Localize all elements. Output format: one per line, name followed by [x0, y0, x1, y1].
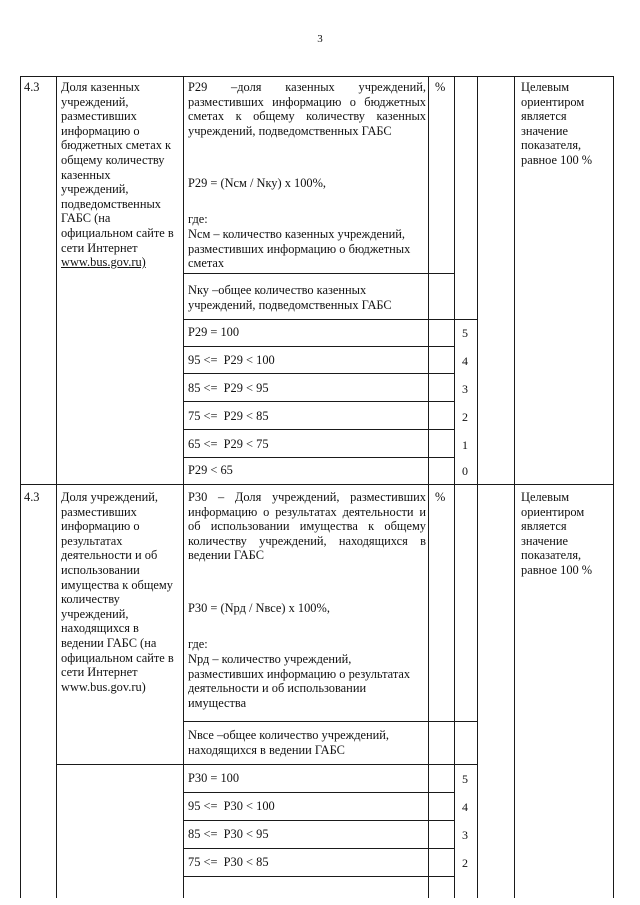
indicator-link[interactable]: www.bus.gov.ru) — [61, 255, 146, 270]
indicator-definition: Р29 –доля казенных учреждений, разместивших информацию о бюджетных сметах к общему количеству казенных учреждений, подведомственных ГАБС — [188, 80, 426, 138]
score-condition: Р30 = 100 — [188, 771, 240, 785]
formula-variable-1: Nсм – количество казенных учреждений, разместивших информацию о бюджетных сметах — [188, 227, 411, 271]
score-points: 3 — [462, 828, 468, 842]
indicator-name-text: Доля казенных учреждений, разместивших информацию о бюджетных сметах к общему количеству казенных учреждений, подведомственных ГАБС (на официальном сайте в сети Интернет — [61, 80, 174, 255]
score-condition: Р29 = 100 — [188, 325, 240, 339]
score-points: 4 — [462, 354, 468, 368]
score-condition: Р29 < 65 — [188, 463, 233, 477]
score-condition: 95 <= Р29 < 100 — [188, 353, 275, 367]
indicator-name — [61, 80, 179, 270]
indicator-definition: Р30 – Доля учреждений, разместивших информацию о результатах деятельности и об использовании имущества к общему количеству учреждений, находящихся в ведении ГАБС — [188, 490, 426, 563]
target-note: Целевым ориентиром является значение показателя, равное 100 % — [521, 80, 593, 167]
score-points: 2 — [462, 410, 468, 424]
score-condition: 65 <= Р29 < 75 — [188, 437, 269, 451]
score-points: 5 — [462, 326, 468, 340]
score-points: 3 — [462, 382, 468, 396]
score-points: 4 — [462, 800, 468, 814]
indicator-formula: Р29 = (Nсм / Nку) х 100%, — [188, 176, 327, 190]
score-condition: 95 <= Р30 < 100 — [188, 799, 275, 813]
unit-label: % — [435, 490, 446, 504]
formula-variable-2: Nку –общее количество казенных учреждений, подведомственных ГАБС — [188, 283, 392, 312]
formula-where: где: — [188, 212, 208, 226]
indicator-name: Доля учреждений, разместивших информацию о результатах деятельности и об использовании имущества к общему количеству учреждений, находящихся в ведении ГАБС (на официальном сайте в сети Интернет www.bus.gov.ru) — [61, 490, 174, 694]
score-points: 1 — [462, 438, 468, 452]
target-note: Целевым ориентиром является значение показателя, равное 100 % — [521, 490, 593, 577]
formula-where: где: — [188, 637, 208, 651]
score-condition: 75 <= Р29 < 85 — [188, 409, 269, 423]
score-points: 5 — [462, 772, 468, 786]
score-condition: 85 <= Р29 < 95 — [188, 381, 269, 395]
formula-variable-2: Nвсе –общее количество учреждений, находящихся в ведении ГАБС — [188, 728, 390, 757]
section-number: 4.3 — [24, 80, 40, 94]
score-points: 0 — [462, 464, 468, 478]
indicator-formula: Р30 = (Nрд / Nвсе) х 100%, — [188, 601, 330, 615]
section-number: 4.3 — [24, 490, 40, 504]
page-number: 3 — [317, 33, 323, 45]
unit-label: % — [435, 80, 446, 94]
formula-variable-1: Nрд – количество учреждений, разместивших информацию о результатах деятельности и об использовании имущества — [188, 652, 411, 710]
score-condition: 75 <= Р30 < 85 — [188, 855, 269, 869]
score-condition: 85 <= Р30 < 95 — [188, 827, 269, 841]
score-points: 2 — [462, 856, 468, 870]
